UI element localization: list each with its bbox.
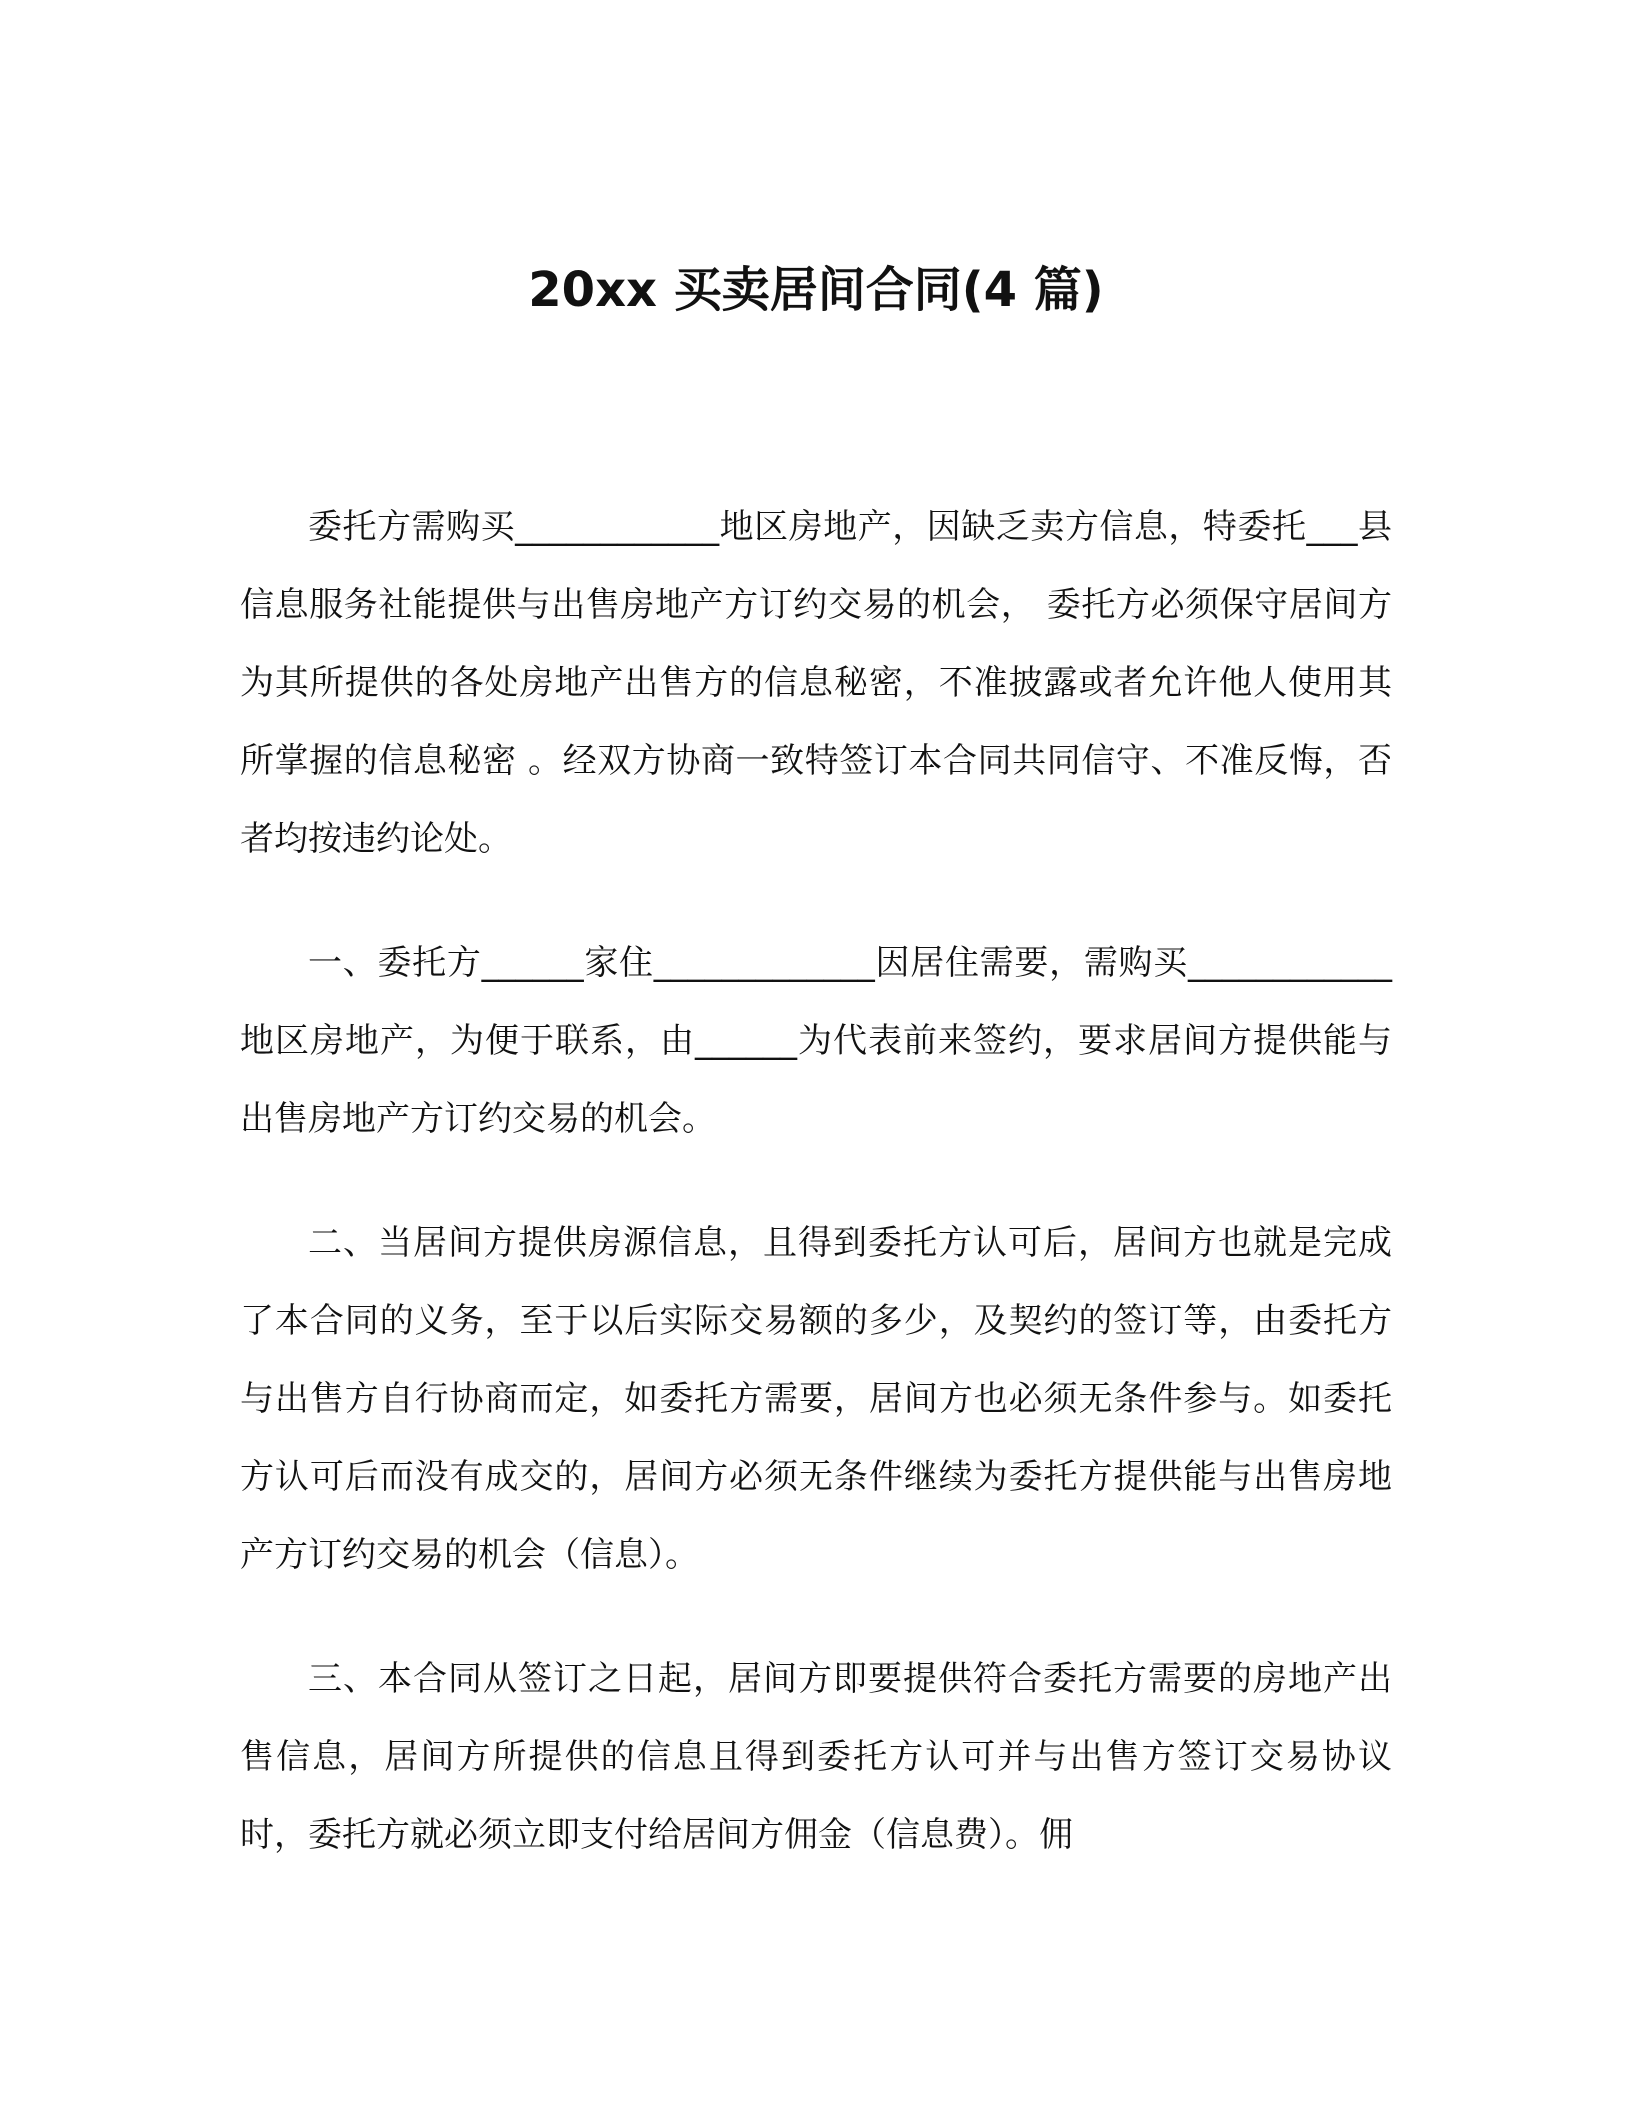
paragraph-clause-3: 三、本合同从签订之日起，居间方即要提供符合委托方需要的房地产出售信息，居间方所提供的信息且得到委托方认可并与出售方签订交易协议时，委托方就必须立即支付给居间方佣金（信息费）。佣	[240, 1659, 1392, 1855]
document-title: 20xx 买卖居间合同(4 篇)	[528, 262, 1104, 319]
paragraph-intro: 委托方需购买____________地区房地产，因缺乏卖方信息，特委托___县信息服务社能提供与出售房地产方订约交易的机会， 委托方必须保守居间方为其所提供的各处房地产出售方的信息秘密，不准披露或者允许他人使用其所掌握的信息秘密 。经双方协商一致特签订本合同共同信守、不准反悔，否者均按违约论处。	[240, 507, 1392, 859]
paragraph-clause-1: 一、委托方______家住_____________因居住需要，需购买____________地区房地产，为便于联系，由______为代表前来签约，要求居间方提供能与出售房地产方订约交易的机会。	[240, 943, 1392, 1139]
document-body	[240, 488, 1392, 1874]
paragraph-clause-2: 二、当居间方提供房源信息，且得到委托方认可后，居间方也就是完成了本合同的义务，至于以后实际交易额的多少，及契约的签订等，由委托方与出售方自行协商而定，如委托方需要，居间方也必须无条件参与。如委托方认可后而没有成交的，居间方必须无条件继续为委托方提供能与出售房地产方订约交易的机会（信息）。	[240, 1223, 1392, 1575]
